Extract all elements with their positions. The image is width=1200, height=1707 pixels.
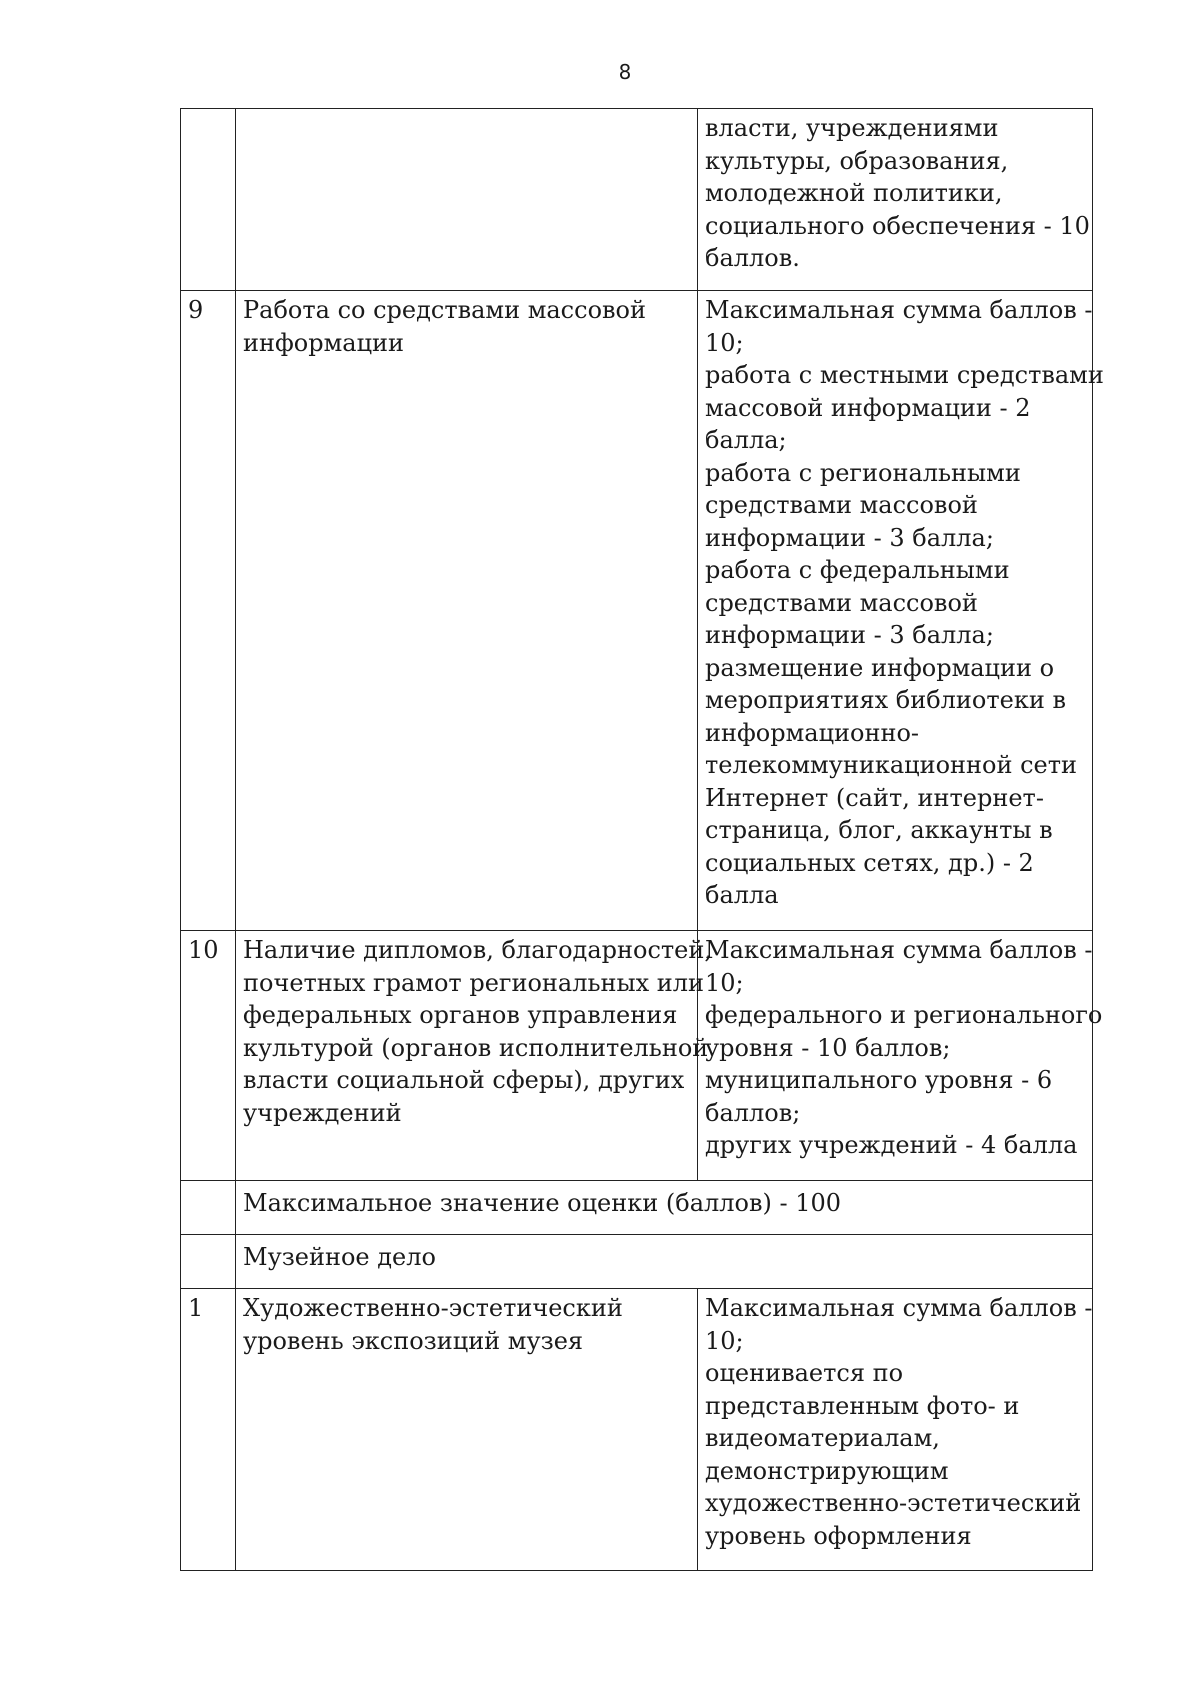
- score-text-line: власти, учреждениями: [705, 114, 999, 142]
- criterion-text-line: власти социальной сферы), других: [243, 1066, 685, 1094]
- criterion-text-line: федеральных органов управления: [243, 1001, 678, 1029]
- score-text-line: оценивается по: [705, 1359, 904, 1387]
- score-text-line: размещение информации о: [705, 653, 1055, 682]
- score-text-line: культуры, образования,: [705, 146, 1009, 175]
- score-text-line: Интернет (сайт, интернет-: [705, 783, 1044, 812]
- score-text-line: демонстрирующим: [705, 1456, 949, 1485]
- score-text-line: молодежной политики,: [705, 179, 1003, 207]
- criterion-cell: [236, 931, 712, 1181]
- row-number-cell: [181, 1235, 236, 1289]
- score-text-line: работа с региональными: [705, 458, 1021, 487]
- score-text-line: балла;: [705, 426, 787, 454]
- score-text-line: 10;: [705, 968, 744, 997]
- score-text-line: социальных сетях, др.) - 2: [705, 848, 1034, 877]
- criterion-text-line: информации: [243, 328, 404, 357]
- score-text-line: мероприятиях библиотеки в: [705, 686, 1066, 714]
- score-text-line: информации - 3 балла;: [705, 621, 994, 649]
- score-cell: [698, 931, 1103, 1181]
- criterion-cell: [236, 291, 698, 931]
- criterion-cell: [236, 1289, 698, 1571]
- row-number-cell: [181, 1181, 236, 1235]
- section-header-row: [181, 1235, 1093, 1289]
- criterion-text-line: культурой (органов исполнительной: [243, 1033, 709, 1062]
- score-text-line: 10;: [705, 1326, 744, 1355]
- criterion-text-line: уровень экспозиций музея: [243, 1326, 584, 1355]
- table-row: [181, 931, 1093, 1181]
- score-text-line: страница, блог, аккаунты в: [705, 816, 1053, 844]
- score-cell: [698, 1289, 1093, 1571]
- score-text-line: представленным фото- и: [705, 1391, 1020, 1420]
- score-text-line: баллов;: [705, 1098, 801, 1127]
- score-text-line: телекоммуникационной сети: [705, 751, 1077, 779]
- row-number-cell: 9: [181, 291, 236, 931]
- score-text-line: социального обеспечения - 10: [705, 211, 1090, 240]
- score-text-line: массовой информации - 2: [705, 393, 1031, 422]
- score-text-line: 10;: [705, 328, 744, 357]
- score-text-line: средствами массовой: [705, 588, 978, 617]
- score-text-line: других учреждений - 4 балла: [705, 1131, 1078, 1159]
- criterion-text-line: Художественно-эстетический: [243, 1294, 623, 1322]
- score-text-line: Максимальная сумма баллов -: [705, 936, 1093, 964]
- score-text-line: информации - 3 балла;: [705, 523, 994, 552]
- score-text-line: информационно-: [705, 718, 919, 747]
- score-text-line: средствами массовой: [705, 491, 978, 519]
- score-text-line: Максимальная сумма баллов -: [705, 1294, 1093, 1322]
- row-number-cell: 10: [181, 931, 236, 1181]
- section-title: Музейное дело: [236, 1235, 1093, 1289]
- score-text-line: художественно-эстетический: [705, 1489, 1082, 1517]
- row-number-cell: 1: [181, 1289, 236, 1571]
- max-score-cell: Максимальное значение оценки (баллов) - 100: [236, 1181, 1093, 1235]
- score-text-line: видеоматериалам,: [705, 1424, 940, 1452]
- score-text-line: работа с федеральными: [705, 556, 1010, 584]
- table-row: [181, 1289, 1093, 1571]
- score-text-line: федерального и регионального: [705, 1001, 1103, 1029]
- score-text-line: балла: [705, 881, 779, 909]
- criterion-text-line: Наличие дипломов, благодарностей,: [243, 936, 712, 964]
- criterion-text-line: Работа со средствами массовой: [243, 296, 646, 324]
- max-score-row: [181, 1181, 1093, 1235]
- score-text-line: уровня - 10 баллов;: [705, 1033, 951, 1062]
- score-cell: [698, 291, 1104, 931]
- score-cell: [698, 109, 1093, 291]
- table-row: [181, 109, 1093, 291]
- table-row: [181, 291, 1093, 931]
- score-text-line: уровень оформления: [705, 1521, 972, 1550]
- criteria-table: [180, 108, 1104, 1571]
- page-number: 8: [618, 60, 632, 84]
- row-number-cell: [181, 109, 236, 291]
- criterion-text-line: почетных грамот региональных или: [243, 968, 705, 997]
- score-text-line: баллов.: [705, 244, 800, 272]
- criterion-text-line: учреждений: [243, 1098, 402, 1127]
- score-text-line: Максимальная сумма баллов -: [705, 296, 1093, 324]
- score-text-line: работа с местными средствами: [705, 361, 1104, 389]
- score-text-line: муниципального уровня - 6: [705, 1066, 1053, 1094]
- criterion-cell: [236, 109, 698, 291]
